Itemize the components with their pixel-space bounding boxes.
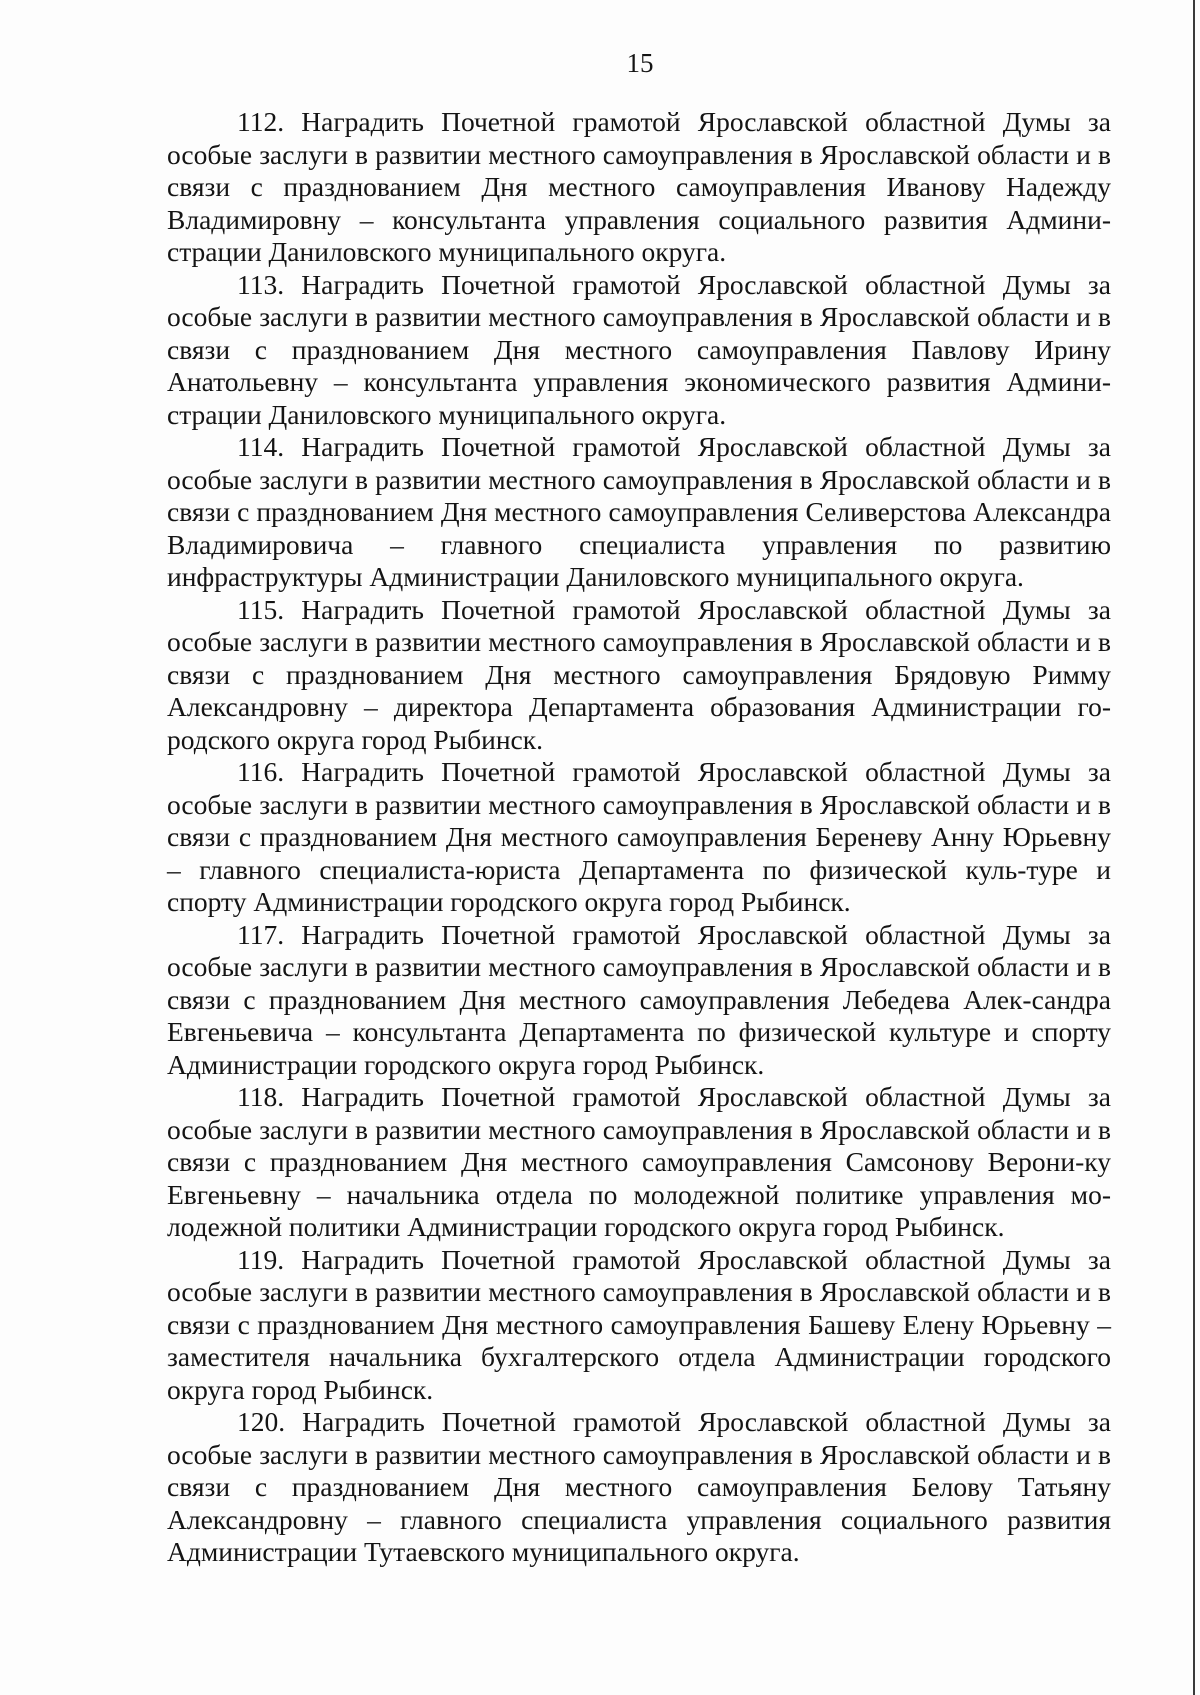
paragraph-116: 116. Наградить Почетной грамотой Ярославской областной Думы за особые заслуги в развитии местного самоуправления в Ярославской области и в связи с празднованием Дня местного самоуправления Береневу Анну Юрьевну – главного специалиста-юриста Департамента по физической куль-туре и спорту Администрации городского округа город Рыбинск. <box>167 756 1111 917</box>
paragraph-113: 113. Наградить Почетной грамотой Ярославской областной Думы за особые заслуги в развитии местного самоуправления в Ярославской области и в связи с празднованием Дня местного самоуправления Павлову Ирину Анатольевну – консультанта управления экономического развития Админи-страции Даниловского муниципального округа. <box>167 268 1111 430</box>
paragraph-119: 119. Наградить Почетной грамотой Ярославской областной Думы за особые заслуги в развитии местного самоуправления в Ярославской области и в связи с празднованием Дня местного самоуправления Башеву Елену Юрьевну – заместителя начальника бухгалтерского отдела Администрации городского округа город Рыбинск. <box>167 1243 1111 1405</box>
paragraph-115: 115. Наградить Почетной грамотой Ярославской областной Думы за особые заслуги в развитии местного самоуправления в Ярославской области и в связи с празднованием Дня местного самоуправления Брядовую Римму Александровну – директора Департамента образования Администрации го-родского округа город Рыбинск. <box>167 593 1111 755</box>
paragraph-120: 120. Наградить Почетной грамотой Ярославской областной Думы за особые заслуги в развитии местного самоуправления в Ярославской области и в связи с празднованием Дня местного самоуправления Белову Татьяну Александровну – главного специалиста управления социального развития Администрации Тутаевского муниципального округа. <box>167 1406 1111 1567</box>
paragraph-114: 114. Наградить Почетной грамотой Ярославской областной Думы за особые заслуги в развитии местного самоуправления в Ярославской области и в связи с празднованием Дня местного самоуправления Селиверстова Александра Владимировича – главного специалиста управления по развитию инфраструктуры Администрации Даниловского муниципального округа. <box>167 431 1111 592</box>
paragraph-112: 112. Наградить Почетной грамотой Ярославской областной Думы за особые заслуги в развитии местного самоуправления в Ярославской области и в связи с празднованием Дня местного самоуправления Иванову Надежду Владимировну – консультанта управления социального развития Админи-страции Даниловского муниципального округа. <box>167 106 1111 267</box>
scan-edge-line <box>1193 0 1195 1695</box>
paragraph-118: 118. Наградить Почетной грамотой Ярославской областной Думы за особые заслуги в развитии местного самоуправления в Ярославской области и в связи с празднованием Дня местного самоуправления Самсонову Верони-ку Евгеньевну – начальника отдела по молодежной политике управления мо-лодежной политики Администрации городского округа город Рыбинск. <box>167 1081 1111 1242</box>
paragraph-117: 117. Наградить Почетной грамотой Ярославской областной Думы за особые заслуги в развитии местного самоуправления в Ярославской области и в связи с празднованием Дня местного самоуправления Лебедева Алек-сандра Евгеньевича – консультанта Департамента по физической культуре и спорту Администрации городского округа город Рыбинск. <box>167 918 1111 1080</box>
document-body <box>167 106 1111 1569</box>
page-number: 15 <box>626 48 654 78</box>
